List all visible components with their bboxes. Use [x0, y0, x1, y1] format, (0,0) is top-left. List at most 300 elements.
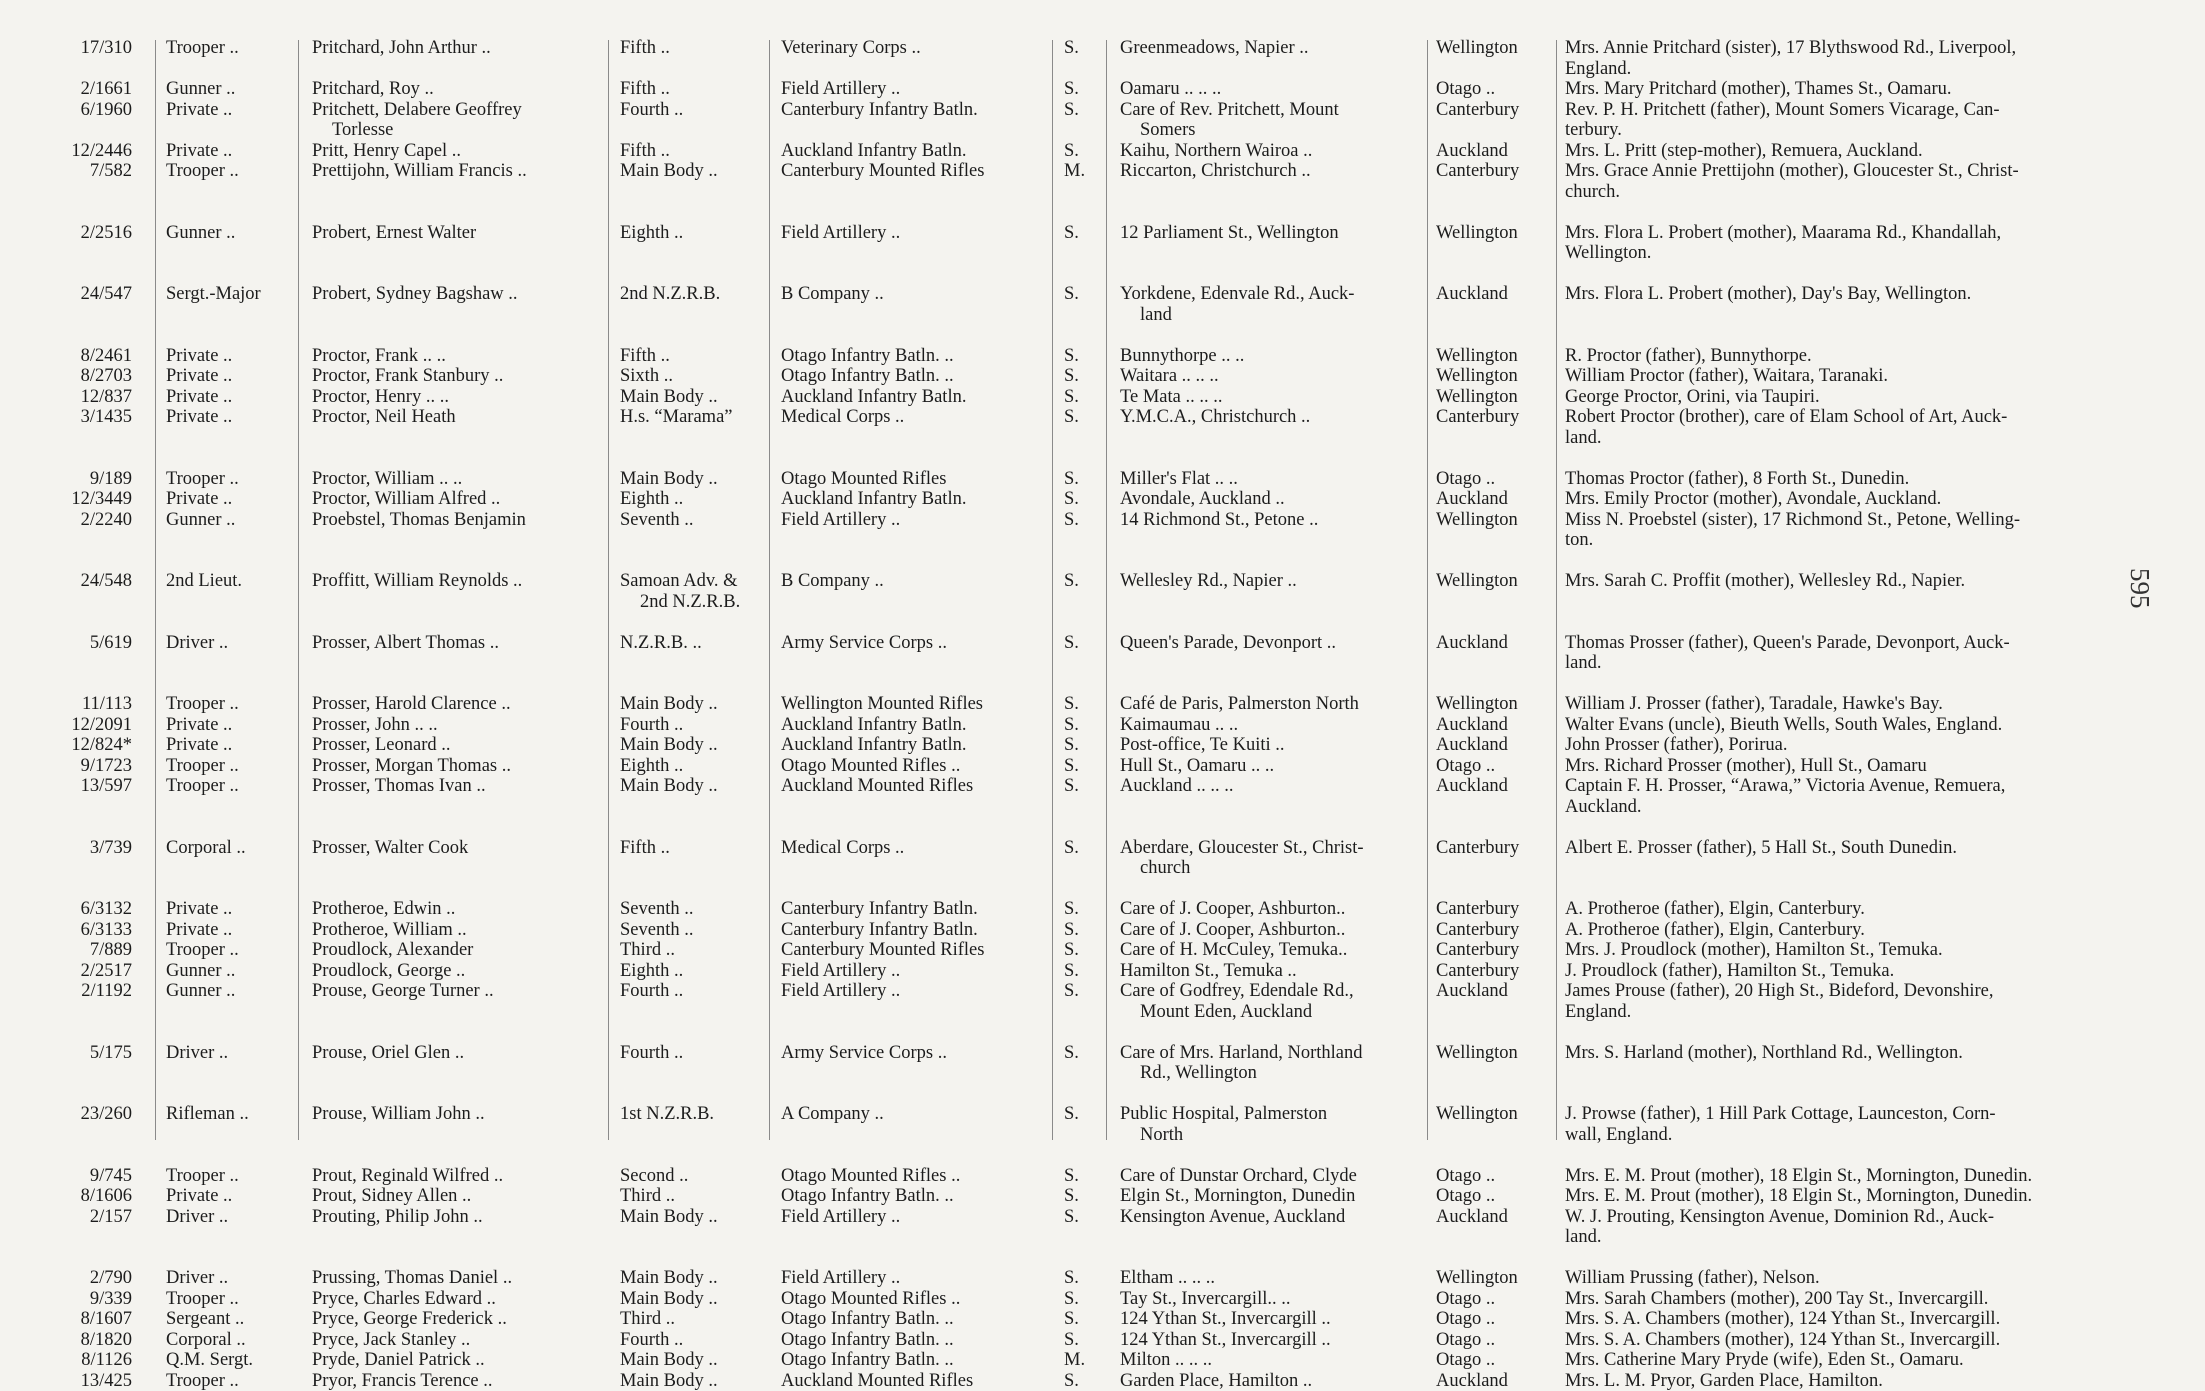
next-of-kin-line: Miss N. Proebstel (sister), 17 Richmond St., Petone, Welling- — [1565, 510, 2020, 531]
rank — [166, 1043, 228, 1064]
name — [312, 981, 494, 1002]
address-line: Hull St., Oamaru .. .. — [1120, 756, 1274, 777]
draft — [620, 141, 670, 162]
rank — [166, 1350, 253, 1371]
draft-line: Third .. — [620, 940, 675, 961]
service-number — [30, 715, 132, 736]
next-of-kin — [1565, 469, 1909, 490]
rank — [166, 571, 242, 592]
draft — [620, 366, 673, 387]
name-line: Pritchard, Roy .. — [312, 79, 434, 100]
roll-entry — [0, 38, 2140, 79]
unit-line: Canterbury Infantry Batln. — [781, 899, 978, 920]
marital-status — [1064, 1268, 1079, 1289]
marital-status-line: S. — [1064, 571, 1079, 592]
rank-line: Sergeant .. — [166, 1309, 244, 1330]
marital-status-line: S. — [1064, 346, 1079, 367]
rank — [166, 489, 232, 510]
district-line: Wellington — [1436, 571, 1518, 592]
address — [1120, 1207, 1345, 1228]
rank-line: Trooper .. — [166, 161, 239, 182]
name-line: Proffitt, William Reynolds .. — [312, 571, 522, 592]
address — [1120, 407, 1310, 428]
district — [1436, 1207, 1508, 1228]
unit — [781, 223, 900, 244]
unit-line: Auckland Infantry Batln. — [781, 735, 966, 756]
name-line: Prouting, Philip John .. — [312, 1207, 483, 1228]
unit-line: B Company .. — [781, 284, 884, 305]
draft — [620, 346, 670, 367]
rank-line: Driver .. — [166, 1043, 228, 1064]
district — [1436, 633, 1508, 654]
address — [1120, 38, 1309, 59]
service-number — [30, 735, 132, 756]
next-of-kin — [1565, 79, 1952, 100]
service-number-line: 12/3449 — [30, 489, 132, 510]
draft-line: Fifth .. — [620, 141, 670, 162]
roll-entry — [0, 1186, 2140, 1207]
next-of-kin-line: Wellington. — [1565, 243, 2001, 264]
draft — [620, 940, 675, 961]
next-of-kin — [1565, 141, 1923, 162]
service-number-line: 23/260 — [30, 1104, 132, 1125]
name — [312, 510, 526, 531]
marital-status — [1064, 387, 1079, 408]
district — [1436, 510, 1518, 531]
next-of-kin-line: Mrs. Sarah C. Proffit (mother), Wellesley Rd., Napier. — [1565, 571, 1965, 592]
roll-entry — [0, 920, 2140, 941]
unit-line: Canterbury Mounted Rifles — [781, 161, 984, 182]
roll-entry — [0, 735, 2140, 756]
address — [1120, 776, 1234, 797]
service-number — [30, 1289, 132, 1310]
address-line: Auckland .. .. .. — [1120, 776, 1234, 797]
unit — [781, 1330, 954, 1351]
roll-entry — [0, 776, 2140, 817]
address-line: Garden Place, Hamilton .. — [1120, 1371, 1312, 1391]
name-line: Pritchard, John Arthur .. — [312, 38, 491, 59]
address-line: Eltham .. .. .. — [1120, 1268, 1215, 1289]
draft-line: 2nd N.Z.R.B. — [620, 592, 740, 613]
address-line: Rd., Wellington — [1120, 1063, 1363, 1084]
name — [312, 489, 500, 510]
unit — [781, 489, 966, 510]
name — [312, 776, 486, 797]
next-of-kin-line: Mrs. E. M. Prout (mother), 18 Elgin St., Mornington, Dunedin. — [1565, 1166, 2032, 1187]
address-line: Wellesley Rd., Napier .. — [1120, 571, 1297, 592]
address — [1120, 1289, 1290, 1310]
unit — [781, 1371, 973, 1391]
rank — [166, 1104, 249, 1125]
district-line: Wellington — [1436, 38, 1518, 59]
service-number — [30, 920, 132, 941]
unit — [781, 920, 978, 941]
district — [1436, 940, 1519, 961]
service-number — [30, 756, 132, 777]
service-number — [30, 141, 132, 162]
district-line: Otago .. — [1436, 1289, 1495, 1310]
district-line: Auckland — [1436, 715, 1508, 736]
rank — [166, 38, 239, 59]
name — [312, 571, 522, 592]
next-of-kin-line: Mrs. S. A. Chambers (mother), 124 Ythan St., Invercargill. — [1565, 1309, 2000, 1330]
name-line: Proctor, William .. .. — [312, 469, 462, 490]
marital-status-line: S. — [1064, 366, 1079, 387]
service-number-line: 9/1723 — [30, 756, 132, 777]
marital-status — [1064, 223, 1079, 244]
marital-status-line: S. — [1064, 1104, 1079, 1125]
next-of-kin-line: ton. — [1565, 530, 2020, 551]
district — [1436, 1104, 1518, 1125]
draft-line: Main Body .. — [620, 694, 718, 715]
rank-line: Private .. — [166, 920, 232, 941]
next-of-kin-line: Mrs. S. A. Chambers (mother), 124 Ythan St., Invercargill. — [1565, 1330, 2000, 1351]
name-line: Pryce, Jack Stanley .. — [312, 1330, 470, 1351]
draft-line: Main Body .. — [620, 735, 718, 756]
address-line: Te Mata .. .. .. — [1120, 387, 1222, 408]
marital-status-line: S. — [1064, 79, 1079, 100]
name — [312, 1166, 503, 1187]
unit-line: Auckland Mounted Rifles — [781, 1371, 973, 1391]
district — [1436, 387, 1518, 408]
draft-line: Main Body .. — [620, 387, 718, 408]
draft-line: Fourth .. — [620, 100, 683, 121]
address — [1120, 1104, 1327, 1145]
address — [1120, 694, 1359, 715]
marital-status — [1064, 776, 1079, 797]
draft — [620, 38, 670, 59]
marital-status-line: S. — [1064, 920, 1079, 941]
unit-line: Canterbury Infantry Batln. — [781, 920, 978, 941]
name — [312, 38, 491, 59]
rank-line: Private .. — [166, 1186, 232, 1207]
rank-line: 2nd Lieut. — [166, 571, 242, 592]
rank — [166, 1268, 228, 1289]
address-line: Care of Mrs. Harland, Northland — [1120, 1043, 1363, 1064]
rank — [166, 1186, 232, 1207]
marital-status-line: S. — [1064, 715, 1079, 736]
next-of-kin — [1565, 38, 2016, 79]
roll-entry — [0, 346, 2140, 367]
district-line: Canterbury — [1436, 961, 1519, 982]
service-number-line: 2/790 — [30, 1268, 132, 1289]
address-line: Bunnythorpe .. .. — [1120, 346, 1244, 367]
service-number-line: 12/2446 — [30, 141, 132, 162]
service-number — [30, 838, 132, 859]
draft — [620, 1371, 718, 1391]
draft — [620, 469, 718, 490]
draft — [620, 1043, 683, 1064]
marital-status-line: M. — [1064, 161, 1085, 182]
marital-status — [1064, 1371, 1079, 1391]
address — [1120, 510, 1318, 531]
roll-entry — [0, 715, 2140, 736]
rank-line: Gunner .. — [166, 510, 235, 531]
unit-line: Otago Infantry Batln. .. — [781, 366, 954, 387]
address-line: land — [1120, 305, 1354, 326]
name-line: Proctor, Frank Stanbury .. — [312, 366, 503, 387]
address-line: Kensington Avenue, Auckland — [1120, 1207, 1345, 1228]
name-line: Protheroe, Edwin .. — [312, 899, 455, 920]
next-of-kin — [1565, 1350, 1964, 1371]
next-of-kin — [1565, 694, 1943, 715]
marital-status — [1064, 735, 1079, 756]
next-of-kin-line: Mrs. Flora L. Probert (mother), Maarama Rd., Khandallah, — [1565, 223, 2001, 244]
service-number — [30, 1186, 132, 1207]
address-line: Café de Paris, Palmerston North — [1120, 694, 1359, 715]
name-line: Proctor, Frank .. .. — [312, 346, 446, 367]
service-number — [30, 1207, 132, 1228]
next-of-kin-line: R. Proctor (father), Bunnythorpe. — [1565, 346, 1812, 367]
draft-line: Main Body .. — [620, 1350, 718, 1371]
next-of-kin-line: Mrs. Sarah Chambers (mother), 200 Tay St., Invercargill. — [1565, 1289, 1988, 1310]
marital-status-line: S. — [1064, 469, 1079, 490]
unit-line: Otago Infantry Batln. .. — [781, 1309, 954, 1330]
marital-status-line: S. — [1064, 100, 1079, 121]
next-of-kin-line: Rev. P. H. Pritchett (father), Mount Somers Vicarage, Can- — [1565, 100, 2000, 121]
service-number — [30, 284, 132, 305]
rank — [166, 407, 232, 428]
unit — [781, 899, 978, 920]
district-line: Otago .. — [1436, 1186, 1495, 1207]
district-line: Wellington — [1436, 694, 1518, 715]
service-number — [30, 899, 132, 920]
next-of-kin-line: Thomas Proctor (father), 8 Forth St., Dunedin. — [1565, 469, 1909, 490]
next-of-kin-line: Mrs. Annie Pritchard (sister), 17 Blythswood Rd., Liverpool, — [1565, 38, 2016, 59]
draft — [620, 776, 718, 797]
marital-status-line: S. — [1064, 284, 1079, 305]
name — [312, 1043, 464, 1064]
unit — [781, 1166, 960, 1187]
next-of-kin — [1565, 571, 1965, 592]
marital-status — [1064, 1350, 1085, 1371]
next-of-kin-line: Walter Evans (uncle), Bieuth Wells, South Wales, England. — [1565, 715, 2002, 736]
next-of-kin-line: Robert Proctor (brother), care of Elam School of Art, Auck- — [1565, 407, 2007, 428]
rank-line: Gunner .. — [166, 79, 235, 100]
district — [1436, 489, 1508, 510]
address — [1120, 1186, 1355, 1207]
district — [1436, 1371, 1508, 1391]
marital-status — [1064, 407, 1079, 428]
marital-status — [1064, 284, 1079, 305]
rank-line: Trooper .. — [166, 694, 239, 715]
next-of-kin-line: A. Protheroe (father), Elgin, Canterbury. — [1565, 920, 1865, 941]
service-number — [30, 346, 132, 367]
service-number-line: 2/2516 — [30, 223, 132, 244]
rank-line: Driver .. — [166, 1207, 228, 1228]
unit — [781, 366, 954, 387]
next-of-kin — [1565, 961, 1894, 982]
service-number-line: 5/619 — [30, 633, 132, 654]
service-number-line: 9/339 — [30, 1289, 132, 1310]
roll-entry — [0, 1207, 2140, 1248]
marital-status-line: S. — [1064, 1186, 1079, 1207]
service-number-line: 9/189 — [30, 469, 132, 490]
district — [1436, 223, 1518, 244]
roll-entry — [0, 387, 2140, 408]
address-line: Y.M.C.A., Christchurch .. — [1120, 407, 1310, 428]
next-of-kin — [1565, 387, 1820, 408]
draft-line: Fifth .. — [620, 79, 670, 100]
next-of-kin-line: Mrs. L. Pritt (step-mother), Remuera, Auckland. — [1565, 141, 1923, 162]
district — [1436, 161, 1519, 182]
rank — [166, 756, 239, 777]
roll-entry — [0, 1166, 2140, 1187]
service-number — [30, 79, 132, 100]
draft-line: Second .. — [620, 1166, 688, 1187]
marital-status — [1064, 633, 1079, 654]
district-line: Canterbury — [1436, 920, 1519, 941]
rank — [166, 141, 232, 162]
address — [1120, 633, 1336, 654]
address — [1120, 571, 1297, 592]
district — [1436, 961, 1519, 982]
unit — [781, 1289, 960, 1310]
name — [312, 735, 451, 756]
draft-line: Fourth .. — [620, 981, 683, 1002]
next-of-kin — [1565, 1268, 1820, 1289]
next-of-kin — [1565, 1043, 1963, 1064]
rank-line: Rifleman .. — [166, 1104, 249, 1125]
address — [1120, 920, 1345, 941]
name-line: Pritt, Henry Capel .. — [312, 141, 461, 162]
service-number-line: 8/1820 — [30, 1330, 132, 1351]
draft-line: Eighth .. — [620, 223, 683, 244]
marital-status-line: S. — [1064, 694, 1079, 715]
next-of-kin-line: William J. Prosser (father), Taradale, Hawke's Bay. — [1565, 694, 1943, 715]
address — [1120, 838, 1364, 879]
district-line: Otago .. — [1436, 756, 1495, 777]
name-line: Prout, Reginald Wilfred .. — [312, 1166, 503, 1187]
address-line: Care of J. Cooper, Ashburton.. — [1120, 899, 1345, 920]
draft — [620, 961, 683, 982]
district-line: Wellington — [1436, 1104, 1518, 1125]
marital-status-line: S. — [1064, 981, 1079, 1002]
marital-status — [1064, 1043, 1079, 1064]
marital-status — [1064, 694, 1079, 715]
unit-line: Field Artillery .. — [781, 961, 900, 982]
next-of-kin-line: Mrs. S. Harland (mother), Northland Rd., Wellington. — [1565, 1043, 1963, 1064]
next-of-kin — [1565, 161, 2019, 202]
rank-line: Private .. — [166, 346, 232, 367]
rank-line: Private .. — [166, 141, 232, 162]
rank — [166, 387, 232, 408]
rank-line: Trooper .. — [166, 1371, 239, 1391]
next-of-kin-line: J. Proudlock (father), Hamilton St., Temuka. — [1565, 961, 1894, 982]
unit-line: Otago Infantry Batln. .. — [781, 1330, 954, 1351]
marital-status-line: S. — [1064, 510, 1079, 531]
name — [312, 79, 434, 100]
roll-entry — [0, 571, 2140, 612]
marital-status — [1064, 838, 1079, 859]
rank — [166, 284, 261, 305]
district — [1436, 1330, 1495, 1351]
next-of-kin-line: land. — [1565, 653, 2010, 674]
address-line: Somers — [1120, 120, 1339, 141]
address-line: 124 Ythan St., Invercargill .. — [1120, 1309, 1331, 1330]
next-of-kin-line: Captain F. H. Prosser, “Arawa,” Victoria Avenue, Remuera, — [1565, 776, 2005, 797]
service-number — [30, 940, 132, 961]
district — [1436, 407, 1519, 428]
address-line: 12 Parliament St., Wellington — [1120, 223, 1339, 244]
service-number — [30, 1043, 132, 1064]
marital-status — [1064, 469, 1079, 490]
next-of-kin-line: Mrs. Flora L. Probert (mother), Day's Bay, Wellington. — [1565, 284, 1971, 305]
name-line: Prussing, Thomas Daniel .. — [312, 1268, 512, 1289]
name — [312, 1268, 512, 1289]
roll-entry — [0, 1289, 2140, 1310]
district-line: Otago .. — [1436, 1350, 1495, 1371]
unit-line: Auckland Infantry Batln. — [781, 141, 966, 162]
marital-status-line: S. — [1064, 633, 1079, 654]
marital-status — [1064, 1330, 1079, 1351]
marital-status-line: S. — [1064, 1043, 1079, 1064]
next-of-kin — [1565, 838, 1957, 859]
unit — [781, 981, 900, 1002]
district-line: Wellington — [1436, 1268, 1518, 1289]
marital-status — [1064, 940, 1079, 961]
draft — [620, 1166, 688, 1187]
service-number — [30, 489, 132, 510]
draft — [620, 284, 720, 305]
roll-entry — [0, 141, 2140, 162]
next-of-kin — [1565, 776, 2005, 817]
next-of-kin — [1565, 735, 1787, 756]
name — [312, 940, 473, 961]
rank-line: Trooper .. — [166, 940, 239, 961]
draft — [620, 407, 733, 428]
name — [312, 223, 476, 244]
district — [1436, 1166, 1495, 1187]
address — [1120, 1268, 1215, 1289]
address — [1120, 756, 1274, 777]
marital-status-line: S. — [1064, 1309, 1079, 1330]
next-of-kin-line: England. — [1565, 59, 2016, 80]
next-of-kin — [1565, 1289, 1988, 1310]
address — [1120, 961, 1297, 982]
service-number-line: 13/425 — [30, 1371, 132, 1391]
district-line: Canterbury — [1436, 407, 1519, 428]
district — [1436, 284, 1508, 305]
rank-line: Private .. — [166, 735, 232, 756]
unit — [781, 1268, 900, 1289]
service-number-line: 8/1607 — [30, 1309, 132, 1330]
next-of-kin — [1565, 510, 2020, 551]
marital-status-line: M. — [1064, 1350, 1085, 1371]
service-number — [30, 1309, 132, 1330]
draft — [620, 571, 740, 612]
name-line: Probert, Ernest Walter — [312, 223, 476, 244]
district — [1436, 141, 1508, 162]
marital-status-line: S. — [1064, 735, 1079, 756]
roll-entry — [0, 223, 2140, 264]
district-line: Auckland — [1436, 776, 1508, 797]
rank-line: Trooper .. — [166, 756, 239, 777]
name — [312, 387, 449, 408]
marital-status-line: S. — [1064, 407, 1079, 428]
unit — [781, 141, 966, 162]
name — [312, 1350, 485, 1371]
service-number-line: 9/745 — [30, 1166, 132, 1187]
rank — [166, 940, 239, 961]
unit-line: A Company .. — [781, 1104, 884, 1125]
address-line: 124 Ythan St., Invercargill .. — [1120, 1330, 1331, 1351]
district — [1436, 38, 1518, 59]
district — [1436, 694, 1518, 715]
name-line: Prettijohn, William Francis .. — [312, 161, 527, 182]
unit — [781, 407, 904, 428]
address-line: Post-office, Te Kuiti .. — [1120, 735, 1285, 756]
